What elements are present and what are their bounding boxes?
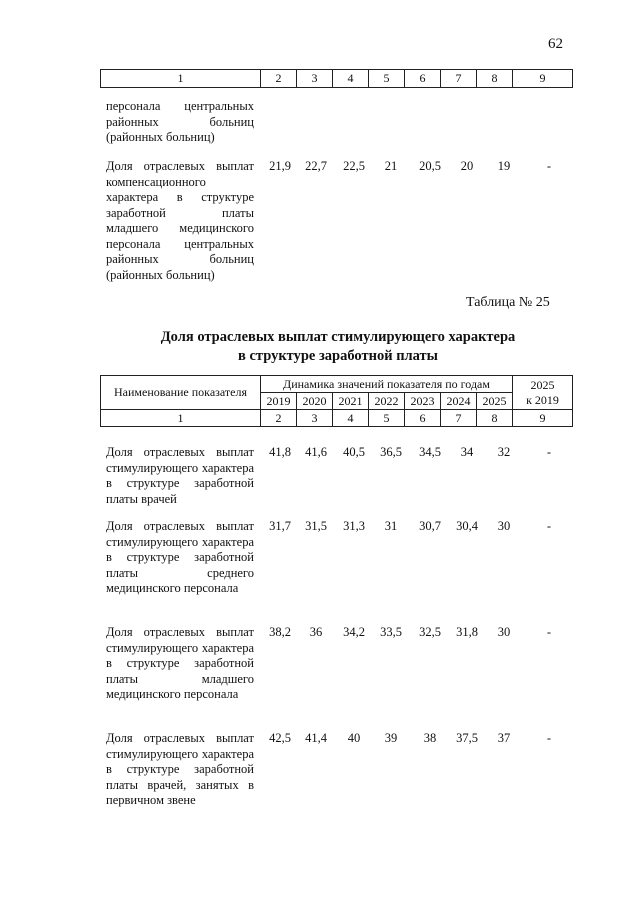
value-cell: 31,5	[305, 519, 327, 533]
column-number: 7	[441, 410, 477, 427]
value-cell: -	[546, 519, 552, 533]
value-cell: 30,7	[419, 519, 441, 533]
row-label: персонала центральных районных больниц (районных больниц)	[106, 99, 254, 144]
value-cell: 41,8	[269, 445, 291, 459]
value-cell: -	[546, 159, 552, 173]
value-cell: 42,5	[269, 731, 291, 745]
table-title-line1: Доля отраслевых выплат стимулирующего характера	[160, 329, 516, 345]
value-cell: 31,8	[456, 625, 478, 639]
value-cell: 40,5	[343, 445, 365, 459]
value-cell: 19	[497, 159, 511, 173]
value-cell: 30,4	[456, 519, 478, 533]
header-last-col-line1: 2025	[530, 377, 555, 392]
row-label: Доля отраслевых выплат стимулирующего характера в структуре заработной платы младшего медицинского персонала	[106, 625, 254, 701]
top-table-header	[100, 69, 573, 88]
value-cell: 36	[309, 625, 323, 639]
value-cell: 39	[384, 731, 398, 745]
column-number: 1	[101, 70, 261, 88]
row-label: Доля отраслевых выплат стимулирующего характера в структуре заработной платы среднего медицинского персонала	[106, 519, 254, 595]
value-cell: 37,5	[456, 731, 478, 745]
value-cell: 31,7	[269, 519, 291, 533]
value-cell: 33,5	[380, 625, 402, 639]
value-cell: 21	[384, 159, 398, 173]
column-number: 3	[297, 410, 333, 427]
value-cell: 38	[423, 731, 437, 745]
header-year: 2023	[405, 393, 441, 410]
header-year: 2025	[477, 393, 513, 410]
value-cell: 20	[460, 159, 474, 173]
value-cell: 40	[347, 731, 361, 745]
value-cell: 34,2	[343, 625, 365, 639]
column-number: 7	[441, 70, 477, 88]
value-cell: 31,3	[343, 519, 365, 533]
column-number: 9	[513, 410, 573, 427]
table-header	[100, 375, 573, 427]
value-cell: 41,4	[305, 731, 327, 745]
column-number: 9	[513, 70, 573, 88]
column-number: 4	[333, 410, 369, 427]
header-year: 2020	[297, 393, 333, 410]
value-cell: 31	[384, 519, 398, 533]
column-number: 8	[477, 410, 513, 427]
column-number: 5	[369, 70, 405, 88]
header-year: 2024	[441, 393, 477, 410]
row-label: Доля отраслевых выплат стимулирующего характера в структуре заработной платы врачей	[106, 445, 254, 506]
table-number: Таблица № 25	[466, 295, 550, 310]
column-number: 2	[261, 70, 297, 88]
value-cell: 30	[497, 519, 511, 533]
header-name-column: Наименование показателя	[101, 376, 261, 410]
column-number: 2	[261, 410, 297, 427]
column-number: 3	[297, 70, 333, 88]
header-year: 2021	[333, 393, 369, 410]
value-cell: 38,2	[269, 625, 291, 639]
header-dynamics: Динамика значений показателя по годам	[261, 376, 513, 393]
column-number: 5	[369, 410, 405, 427]
column-number: 6	[405, 70, 441, 88]
column-number: 6	[405, 410, 441, 427]
column-number: 1	[101, 410, 261, 427]
value-cell: -	[546, 445, 552, 459]
value-cell: 22,7	[305, 159, 327, 173]
table-title-line2: в структуре заработной платы	[238, 348, 438, 364]
value-cell: -	[546, 731, 552, 745]
header-last-col-line2: к 2019	[526, 392, 559, 407]
column-number: 8	[477, 70, 513, 88]
row-label: Доля отраслевых выплат стимулирующего характера в структуре заработной платы врачей, занятых в первичном звене	[106, 731, 254, 807]
value-cell: 22,5	[343, 159, 365, 173]
header-last-column	[513, 376, 573, 410]
value-cell: 41,6	[305, 445, 327, 459]
value-cell: 20,5	[419, 159, 441, 173]
header-year: 2022	[369, 393, 405, 410]
page-number: 62	[548, 36, 563, 52]
value-cell: 32	[497, 445, 511, 459]
value-cell: 37	[497, 731, 511, 745]
row-label: Доля отраслевых выплат компенсационного характера в структуре заработной платы младшего медицинского персонала центральных районных больниц (районных больниц)	[106, 159, 254, 282]
value-cell: 36,5	[380, 445, 402, 459]
value-cell: 30	[497, 625, 511, 639]
header-year: 2019	[261, 393, 297, 410]
value-cell: 21,9	[269, 159, 291, 173]
value-cell: 34,5	[419, 445, 441, 459]
column-number: 4	[333, 70, 369, 88]
value-cell: -	[546, 625, 552, 639]
value-cell: 32,5	[419, 625, 441, 639]
value-cell: 34	[460, 445, 474, 459]
